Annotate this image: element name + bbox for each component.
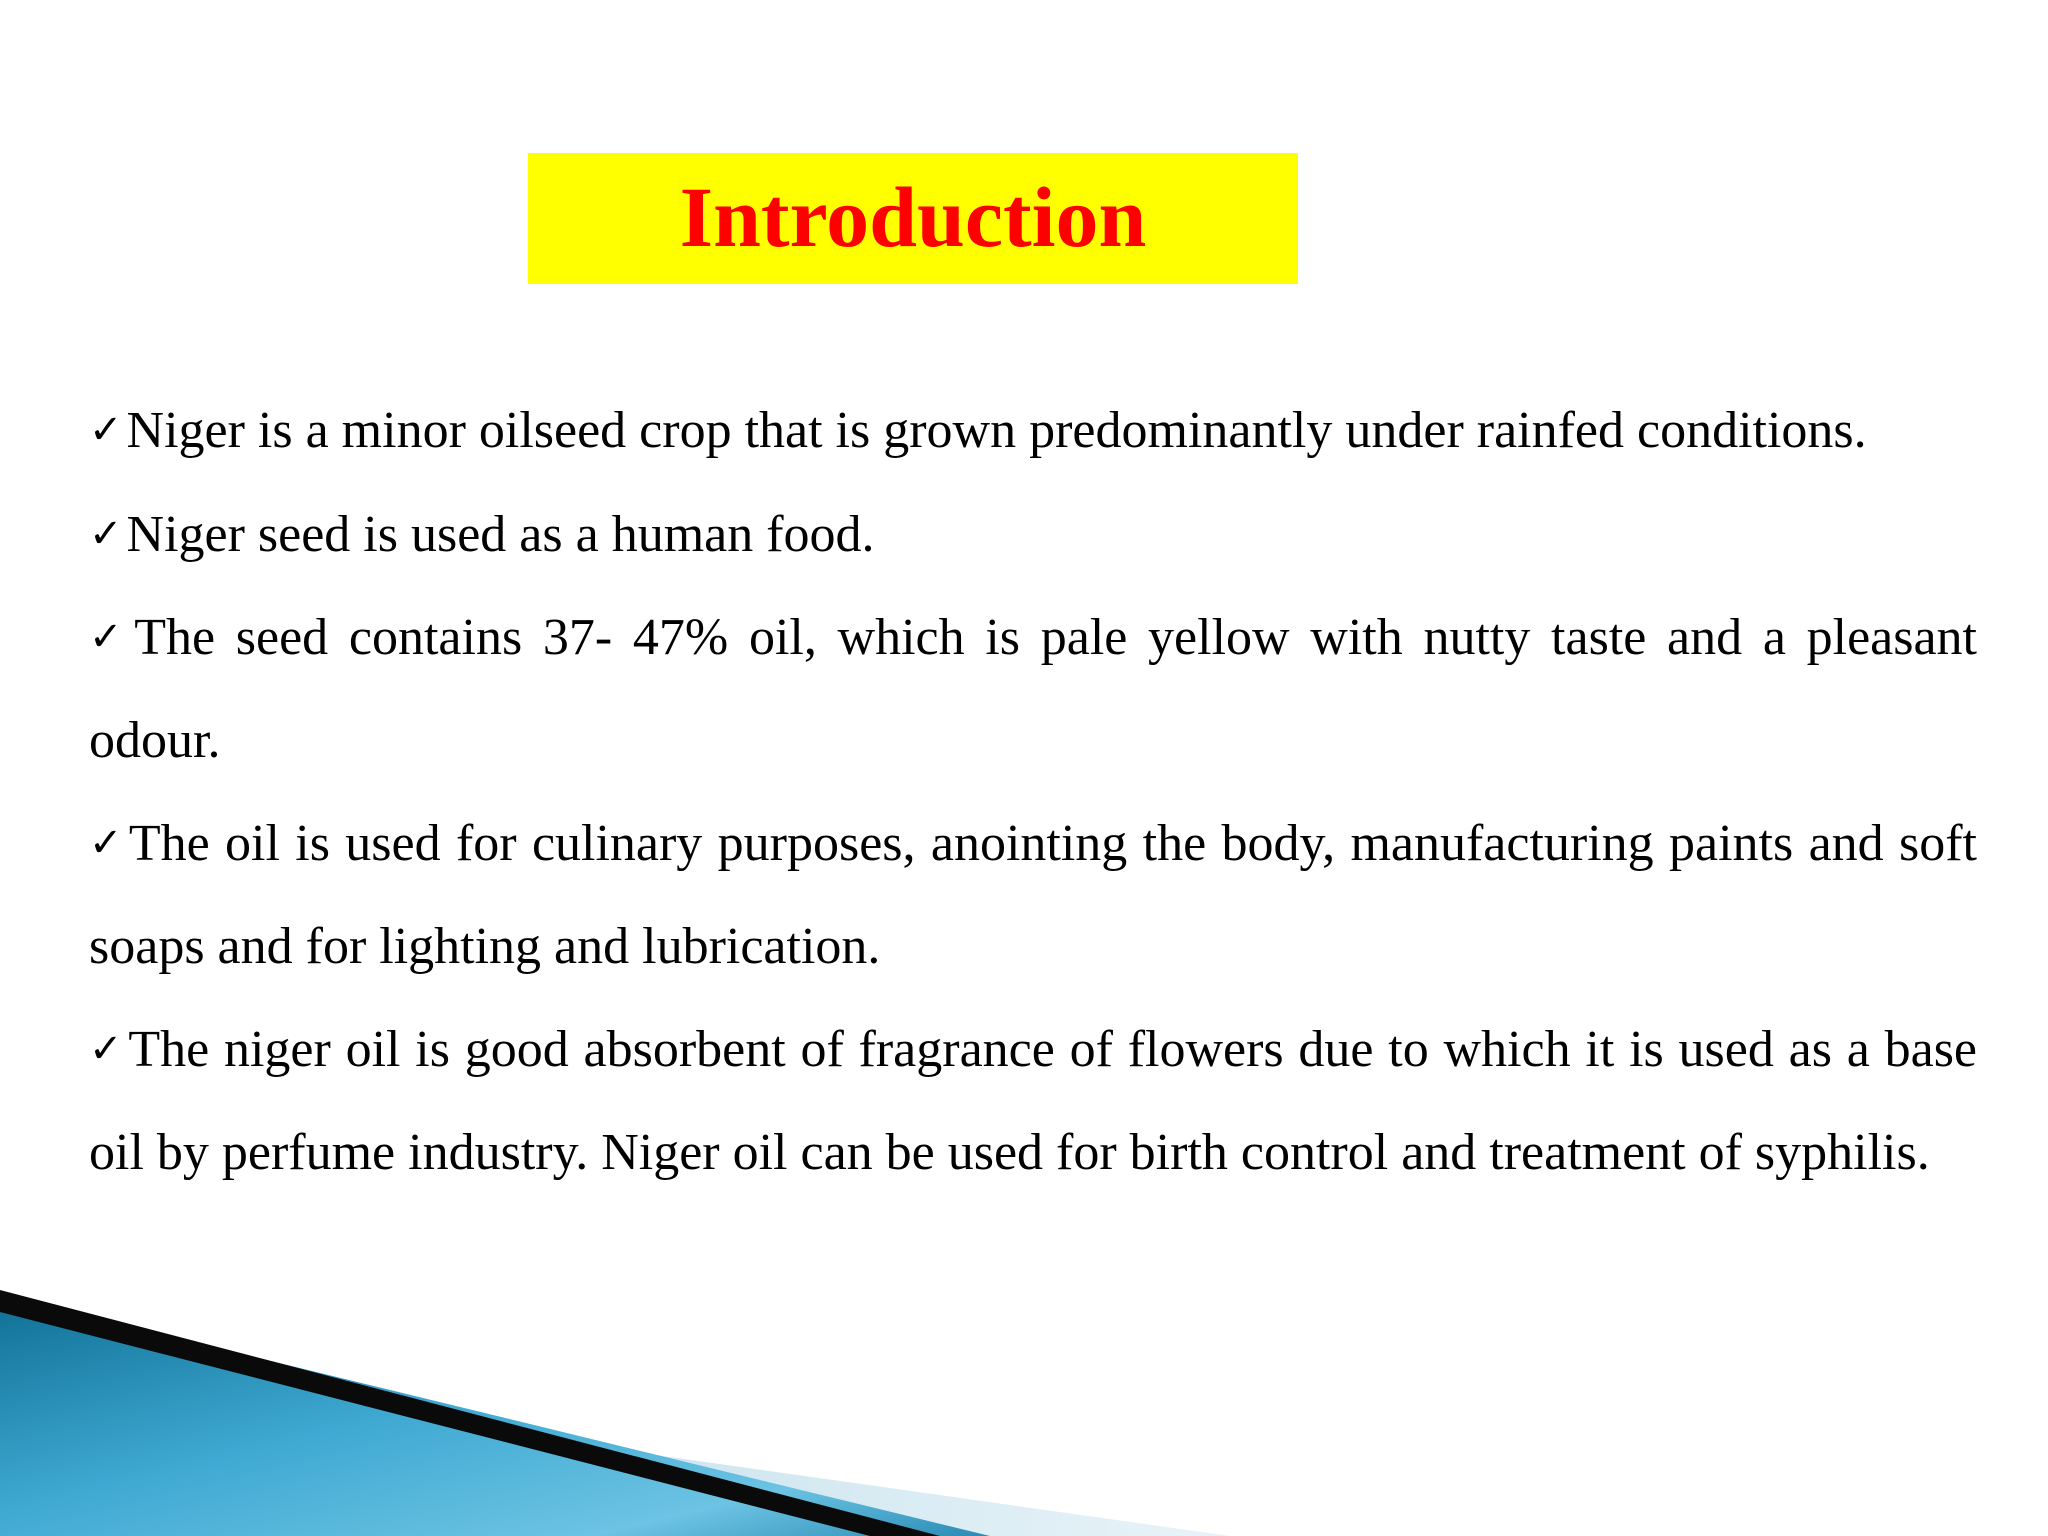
check-mark-icon: ✓ <box>89 510 123 557</box>
bullet-text: The seed contains 37- 47% oil, which is pale yellow with nutty taste and a pleasant odour. <box>89 609 1978 769</box>
bullet-item <box>89 998 1977 1204</box>
slide-title: Introduction <box>679 168 1147 265</box>
check-mark-icon: ✓ <box>89 1026 125 1072</box>
dark-stripe <box>0 1290 940 1536</box>
bullet-item <box>89 379 1977 483</box>
check-mark-icon: ✓ <box>89 820 125 866</box>
bullet-text: The niger oil is good absorbent of fragrance of flowers due to which it is used as a base oil by perfume industry. Niger oil can be used for birth control and treatment of syphilis. <box>89 1021 1978 1181</box>
title-banner <box>528 153 1298 284</box>
bullet-item <box>89 483 1977 587</box>
bullet-text: The oil is used for culinary purposes, anointing the body, manufacturing paints and soft soaps and for lighting and lubrication. <box>89 815 1977 975</box>
bullet-text: Niger seed is used as a human food. <box>126 505 875 563</box>
bullet-item <box>89 586 1977 792</box>
blue-wedge <box>0 1295 990 1536</box>
bullet-list <box>89 379 1977 1204</box>
bullet-item <box>89 792 1977 998</box>
pale-blue-band <box>230 1395 1230 1536</box>
check-mark-icon: ✓ <box>89 407 123 453</box>
bullet-text: Niger is a minor oilseed crop that is grown predominantly under rainfed conditions. <box>126 402 1867 459</box>
check-mark-icon: ✓ <box>89 614 131 660</box>
